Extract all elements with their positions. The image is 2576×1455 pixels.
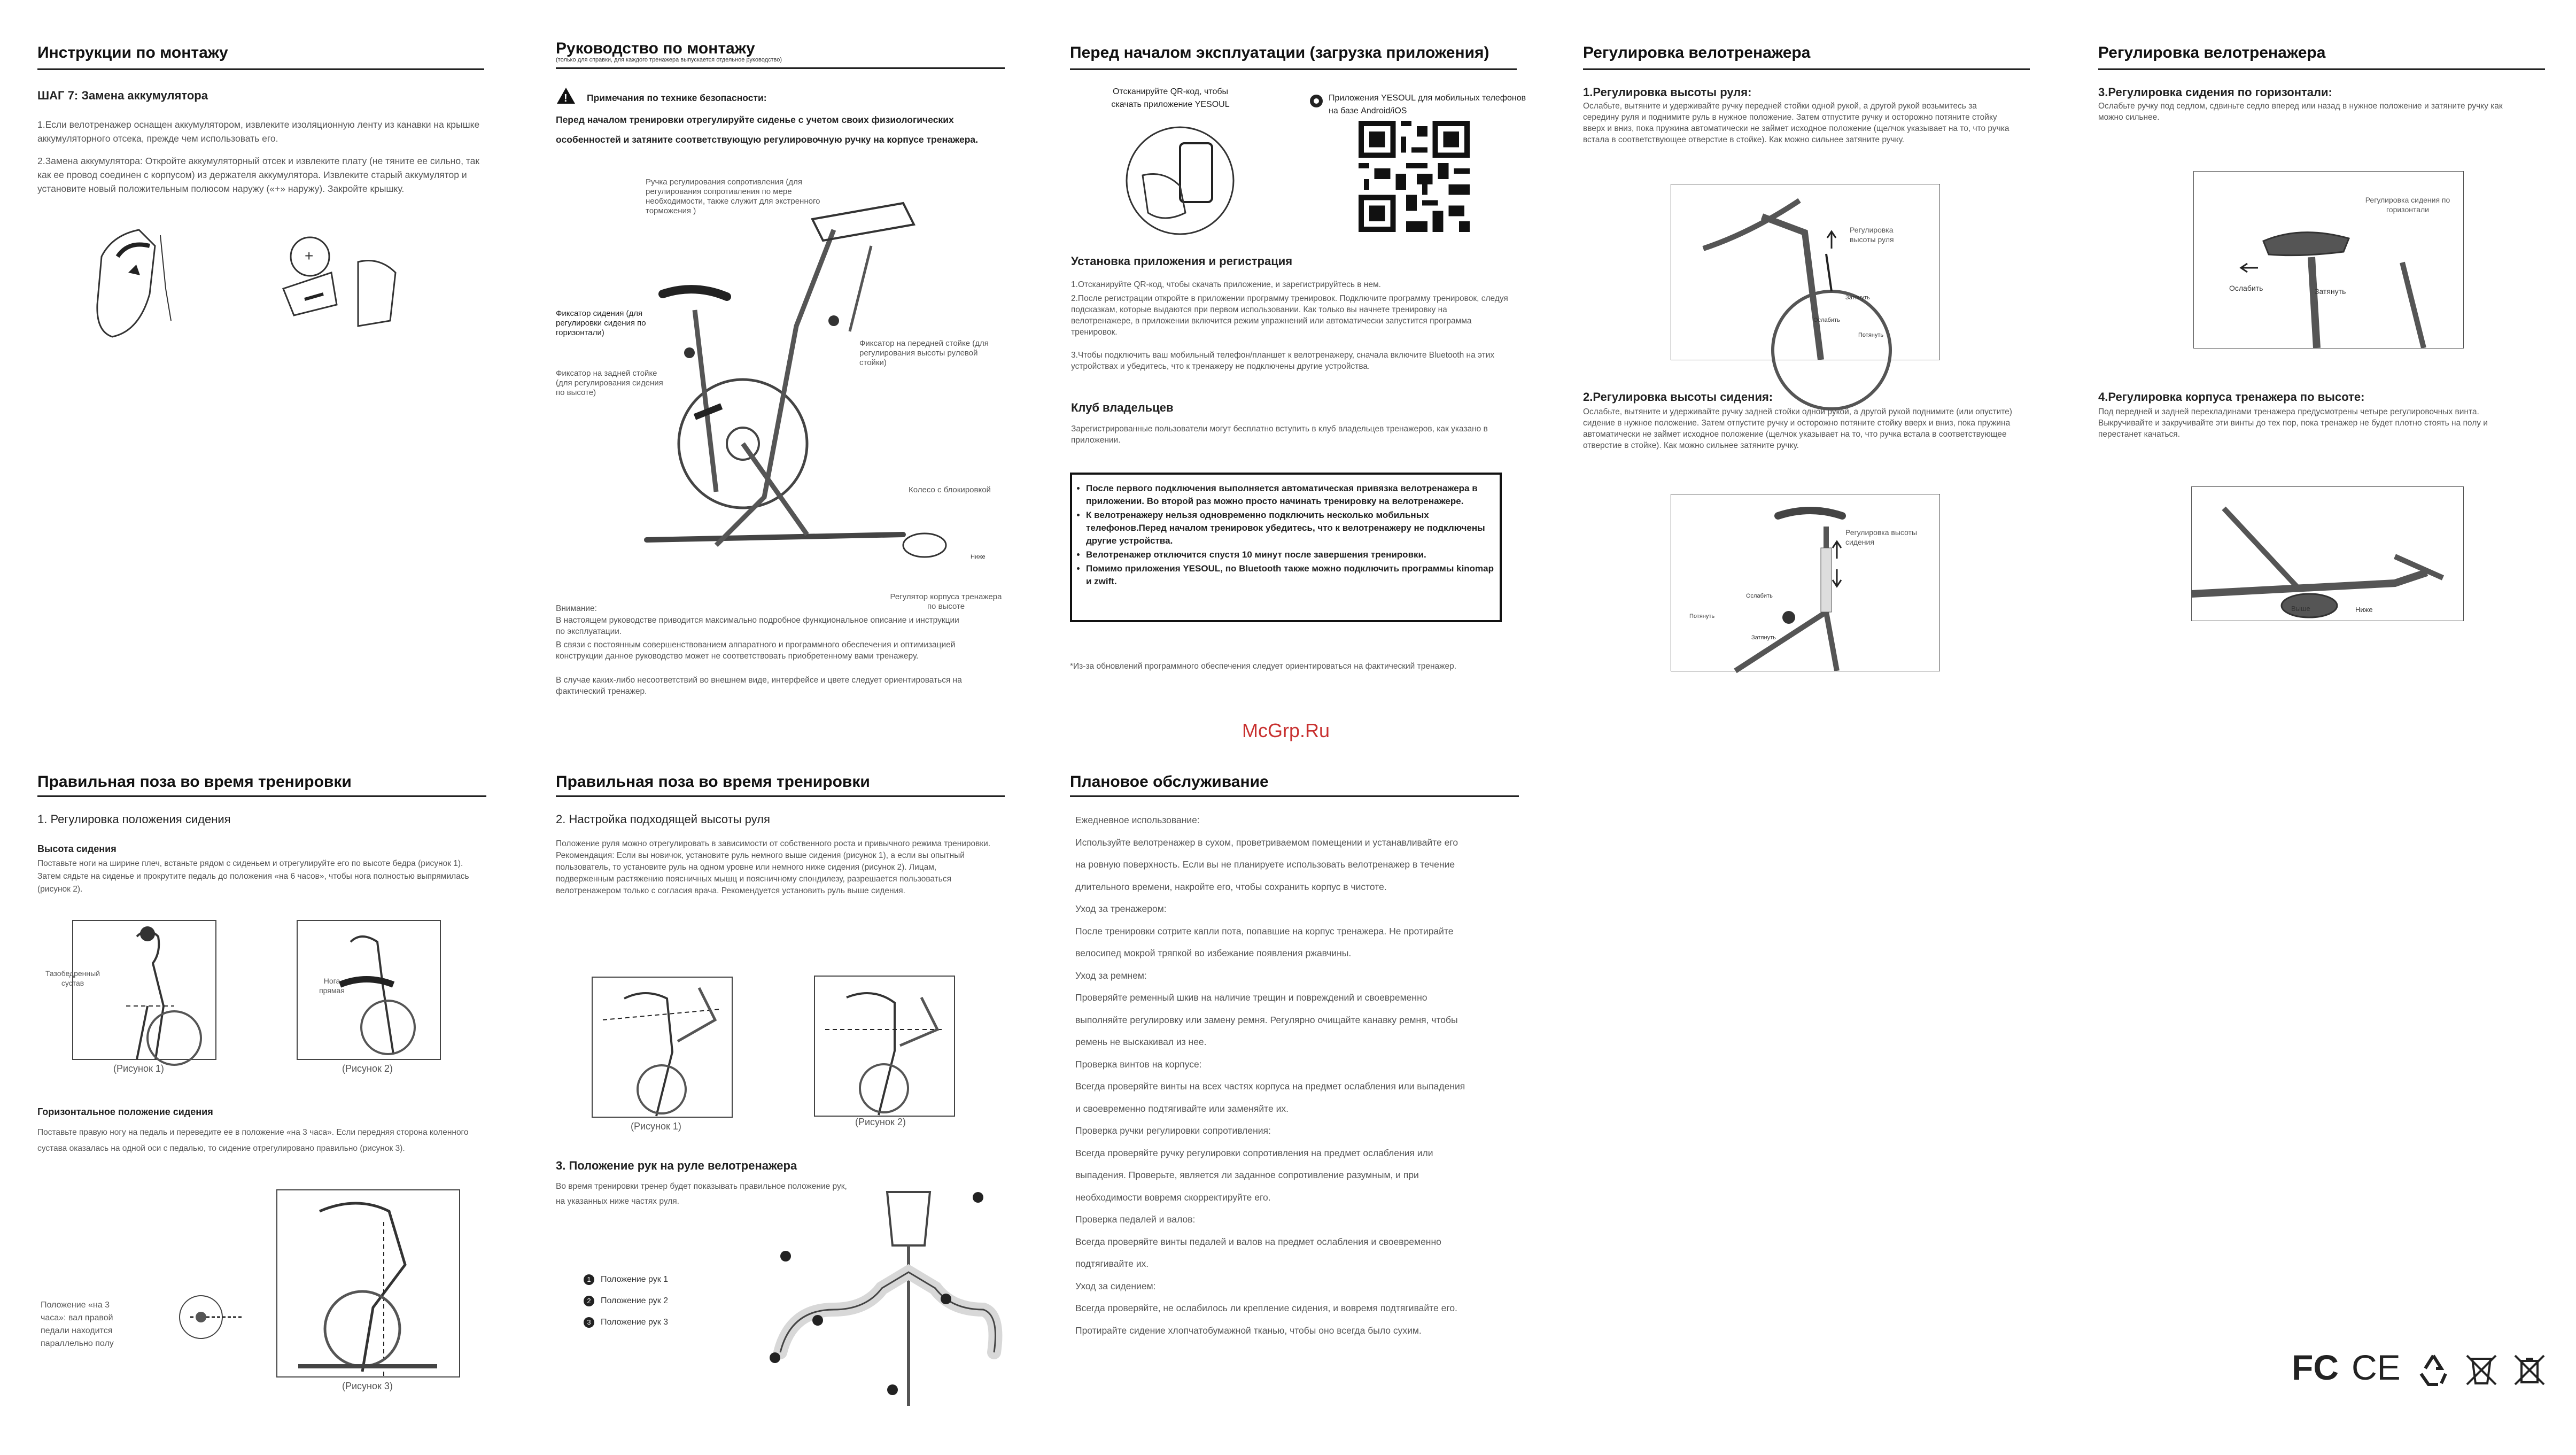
safety-text: Перед началом тренировки отрегулируйте сиденье с учетом своих физиологических особенностей и затяните соответствующую регулировочную ручку на корпусе тренажера. (556, 114, 978, 145)
s1-text: Ослабьте, вытяните и удерживайте ручку передней стойки одной рукой, а другой рукой возьмитесь за середину руля и поднимите руль в нужное положение. Затем отпустите ручку и осторожно потяните стойку вверх и вниз, пока пружина автоматически не займет исходное положение (щелчок указывает на то, что ручка встала в соответствующее отверстие в стойке). Как можно сильнее затяните ручку. (1583, 102, 2009, 144)
s3-title: 3.Регулировка сидения по горизонтали: (2098, 86, 2332, 99)
seat-height-figure (1671, 494, 1940, 671)
maintenance-line: Всегда проверяйте винты на всех частях корпуса на предмет ослабления или выпадения (1075, 1081, 1465, 1092)
pedal-3-oclock-detail (169, 1293, 254, 1341)
maintenance-line: выполняйте регулировку или замену ремня. Регулярно очищайте канавку ремня, чтобы (1075, 1014, 1458, 1025)
hand-position-2-label: Положение рук 2 (601, 1296, 669, 1306)
label-lower: Ниже (971, 554, 986, 560)
s4-higher: Выше (2291, 605, 2310, 613)
hand-position-1 (584, 1274, 668, 1285)
seat-horizontal-text: Поставьте правую ногу на педаль и переведите ее в положение «на 3 часа». Если передняя сторона коленного сустава оказалась на одной оси с педалью, то сидение отрегулировано правильно (рисунок 3). (37, 1128, 469, 1153)
maintenance-line: подтягивайте их. (1075, 1258, 1149, 1269)
col2-subtitle: (только для справки, для каждого тренажера выпускается отдельное руководство) (556, 57, 782, 63)
col8-title: Плановое обслуживание (1070, 773, 1269, 791)
label-level-adjuster: Регулятор корпуса тренажера по высоте (890, 592, 1002, 611)
s3-loosen: Ослабить (2229, 284, 2263, 292)
watermark: McGrp.Ru (1242, 719, 1330, 741)
maintenance-line: Проверка винтов на корпусе: (1075, 1058, 1202, 1070)
col1-rule (37, 68, 484, 70)
notice-item: • После первого подключения выполняется автоматическая привязка велотренажера в приложении. Во второй раз можно просто начинать тренировку на велотренажере. (1086, 482, 1500, 508)
seat-horizontal-figure (2193, 171, 2464, 349)
install-step-3: 3.Чтобы подключить ваш мобильный телефон/планшет к велотренажеру, сначала включите Bluetooth на этих устройствах и убедитесь, что к тренажеру не подключены другие устройства. (1071, 351, 1495, 371)
maintenance-line: После тренировки сотрите капли пота, попавшие на корпус тренажера. Не протирайте (1075, 925, 1454, 937)
col7-title: Правильная поза во время тренировки (556, 773, 870, 791)
hand-position-3-label: Положение рук 3 (601, 1318, 669, 1327)
qr-code (1359, 121, 1470, 232)
maintenance-line: выпадения. Проверьте, является ли заданное сопротивление разумным, и при (1075, 1170, 1419, 1180)
s3-label: Регулировка сидения по горизонтали (2365, 196, 2450, 214)
col7-section-2: 2. Настройка подходящей высоты руля (556, 812, 770, 826)
number-1-badge: 1 (584, 1274, 594, 1285)
col7-section-3: 3. Положение рук на руле велотренажера (556, 1159, 797, 1172)
handlebar-height-figure (1671, 184, 1940, 360)
maintenance-line: длительного времени, накройте его, чтобы сохранить корпус в чистоте. (1075, 881, 1387, 892)
col1-para-1: 1.Если велотренажер оснащен аккумулятором, извлеките изоляционную ленту из канавки на крышке аккумуляторного отсека, прежде чем использовать его. (37, 119, 480, 144)
notice-item: • К велотренажеру нельзя одновременно подключить несколько мобильных телефонов.Перед началом тренировок убедитесь, что к велотренажеру не подключены другие устройства. (1086, 509, 1500, 547)
s2-pull: Потянуть (1689, 613, 1715, 620)
col6-section-1: 1. Регулировка положения сидения (37, 812, 231, 826)
notice-box (1070, 473, 1502, 622)
hand-position-1-label: Положение рук 1 (601, 1275, 669, 1284)
maintenance-line: Уход за тренажером: (1075, 903, 1167, 914)
s4-title: 4.Регулировка корпуса тренажера по высоте: (2098, 390, 2365, 404)
hand-position-2 (584, 1296, 668, 1306)
maintenance-line: Ежедневное использование: (1075, 815, 1200, 825)
maintenance-line: и своевременно подтягивайте или заменяйте их. (1075, 1103, 1289, 1114)
notice-item: • Помимо приложения YESOUL, по Bluetooth также можно подключить программы kinomap и zwift. (1086, 562, 1500, 588)
hip-joint-label: Тазобедренный сустав (45, 969, 100, 987)
handlebar-figure-2-caption: (Рисунок 2) (855, 1117, 906, 1127)
s1-title: 1.Регулировка высоты руля: (1583, 86, 1752, 99)
maintenance-line: Протирайте сидение хлопчатобумажной тканью, чтобы оно всегда было сухим. (1075, 1325, 1422, 1336)
col1-step-title: ШАГ 7: Замена аккумулятора (37, 89, 208, 102)
figure-3-illustration (277, 1190, 461, 1378)
handlebar-figure-1 (592, 977, 733, 1118)
figure-2-caption: (Рисунок 2) (342, 1063, 393, 1074)
install-step-2: 2.После регистрации откройте в приложении программу тренировок. Подключите программу тренировок, следуя подсказкам, которые выдаются при первом использовании. Как только вы начнете тренировку на велотренажере, в приложении включится режим упражнений или автоматически запустится программа тренировок. (1071, 294, 1508, 337)
battery-replace-illustration (273, 225, 406, 331)
handlebar-height-text: Положение руля можно отрегулировать в зависимости от собственного роста и привычного режима тренировки. Рекомендация: Если вы новичок, установите руль немного выше сидения (рисунок 1), а если вы опытный пользователь, то установите руль на одном уровне или немного ниже сидения (рисунок 2). Лицам, подверженным растяжению поясничных мышц и поясничному спондилезу, разрешается пользоваться велотренажером только с согласия врача. Рекомендуется установить руль выше сидения. (556, 839, 991, 895)
col4-title: Регулировка велотренажера (1583, 44, 1811, 61)
seat-height-subtitle: Высота сидения (37, 843, 117, 854)
footnote: *Из-за обновлений программного обеспечения следует ориентироваться на фактический тренажер. (1070, 662, 1457, 671)
hand-position-text: Во время тренировки тренер будет показывать правильное положение рук, на указанных ниже частях руля. (556, 1182, 847, 1206)
label-resistance-knob: Ручка регулирования сопротивления (для регулирования сопротивления по мере необходимости, также служит для экстренного торможения ) (646, 177, 820, 215)
handlebar-figure-1-caption: (Рисунок 1) (631, 1121, 681, 1132)
notice-item: • Велотренажер отключится спустя 10 минут после завершения тренировки. (1086, 548, 1500, 561)
label-locking-wheel: Колесо с блокировкой (909, 485, 991, 494)
label-rear-post: Фиксатор на задней стойке (для регулирования сидения по высоте) (556, 369, 663, 397)
col3-title: Перед началом эксплуатации (загрузка приложения) (1070, 44, 1489, 61)
s2-title: 2.Регулировка высоты сидения: (1583, 390, 1773, 404)
s3-text: Ослабьте ручку под седлом, сдвиньте седло вперед или назад в нужное положение и затяните ручку как можно сильнее. (2098, 102, 2503, 122)
maintenance-line: Всегда проверяйте ручку регулировки сопротивления на предмет ослабления или (1075, 1147, 1433, 1158)
label-front-post: Фиксатор на передней стойке (для регулирования высоты рулевой стойки) (859, 339, 989, 367)
note-line-3: В случае каких-либо несоответствий во внешнем виде, интерфейсе и цвете следует ориентироваться на фактический тренажер. (556, 676, 962, 696)
svg-text:+: + (305, 247, 314, 264)
maintenance-line: на ровную поверхность. Если вы не планируете использовать велотренажер в течение (1075, 859, 1455, 870)
s1-tighten: Затянуть (1845, 295, 1870, 301)
install-title: Установка приложения и регистрация (1071, 254, 1293, 268)
apps-caption: Приложения YESOUL для мобильных телефонов на базе Android/iOS (1329, 94, 1526, 115)
maintenance-line: Проверяйте ременный шкив на наличие трещин и повреждений и своевременно (1075, 992, 1427, 1003)
s3-tighten: Затянуть (2315, 287, 2346, 296)
maintenance-line: Уход за сидением: (1075, 1280, 1156, 1291)
maintenance-line: Используйте велотренажер в сухом, проветриваемом помещении и устанавливайте его (1075, 837, 1458, 848)
maintenance-list (1075, 809, 1514, 1342)
s4-lower: Ниже (2355, 606, 2373, 614)
col2-rule (556, 67, 1005, 69)
app-store-icon (1309, 94, 1323, 108)
maintenance-line: Проверка педалей и валов: (1075, 1214, 1196, 1225)
col1-title: Инструкции по монтажу (37, 44, 228, 61)
s2-label: Регулировка высоты сидения (1845, 528, 1918, 546)
seat-horizontal-subtitle: Горизонтальное положение сидения (37, 1106, 213, 1117)
col1-para-2: 2.Замена аккумулятора: Откройте аккумуляторный отсек и извлеките плату (не тяните ее сильно, так как ее провод соединен с корпусом) из держателя аккумулятора. Извлеките старый аккумулятор и установите новый положительным полюсом наружу («+» наружу). Закройте крышку. (37, 156, 480, 194)
leg-straight-label: Нога прямая (319, 977, 345, 995)
battery-disposal-icon (2512, 1352, 2547, 1388)
recycle-icon (2416, 1352, 2451, 1388)
col5-rule (2098, 68, 2545, 70)
maintenance-line: Проверка ручки регулировки сопротивления: (1075, 1125, 1271, 1136)
install-step-1: 1.Отсканируйте QR-код, чтобы скачать приложение, и зарегистрируйтесь в нем. (1071, 280, 1381, 289)
weee-bin-icon (2464, 1352, 2499, 1388)
maintenance-line: Уход за ремнем: (1075, 970, 1147, 981)
club-text: Зарегистрированные пользователи могут бесплатно вступить в клуб владельцев тренажеров, как указано в приложении. (1071, 424, 1488, 445)
battery-cover-illustration (91, 225, 230, 347)
maintenance-line: велосипед мокрой тряпкой во избежание появления ржавчины. (1075, 948, 1352, 958)
handlebar-grip-diagram (748, 1181, 999, 1406)
col6-title: Правильная поза во время тренировки (37, 773, 352, 791)
maintenance-line: Всегда проверяйте винты педалей и валов на предмет ослабления и своевременно (1075, 1236, 1441, 1247)
phone-scan-illustration (1121, 122, 1239, 239)
s1-label: Регулировка высоты руля (1850, 226, 1894, 244)
col6-rule (37, 795, 486, 797)
safety-heading: Примечания по технике безопасности: (587, 92, 767, 103)
scan-qr-caption: Отсканируйте QR-код, чтобы скачать приложение YESOUL (1111, 87, 1230, 109)
col2-title: Руководство по монтажу (556, 40, 755, 57)
ce-mark: CE (2352, 1348, 2401, 1387)
handlebar-figure-2 (814, 976, 956, 1117)
s4-text: Под передней и задней перекладинами тренажера предусмотрены четыре регулировочных винта. Выкручивайте и закручивайте эти винты до тех пор, пока тренажер не будет плотно стоять на полу и перестанет качаться. (2098, 407, 2488, 439)
number-2-badge: 2 (584, 1296, 594, 1306)
note-line-2: В связи с постоянным совершенствованием аппаратного и программного обеспечения и оптимизацией конструкции данное руководство может не соответствовать приобретенному вами тренажеру. (556, 640, 956, 661)
note-heading: Внимание: (556, 604, 597, 613)
col4-rule (1583, 68, 2030, 70)
hand-position-3 (584, 1317, 668, 1328)
fcc-mark: FC (2292, 1348, 2339, 1387)
maintenance-line: необходимости вовремя скорректируйте его. (1075, 1191, 1271, 1203)
maintenance-line: ремень не выскакивал из нее. (1075, 1036, 1207, 1047)
figure-1-caption: (Рисунок 1) (113, 1063, 164, 1074)
maintenance-line: Всегда проверяйте, не ослабилось ли крепление сидения, и вовремя подтягивайте его. (1075, 1303, 1457, 1313)
s1-loosen: Ослабить (1813, 317, 1840, 323)
label-seat-horizontal: Фиксатор сидения (для регулировки сидения по горизонтали) (556, 309, 646, 337)
col7-rule (556, 795, 1005, 797)
club-title: Клуб владельцев (1071, 401, 1174, 414)
pedal-3-oclock-label: Положение «на 3 часа»: вал правой педали находится параллельно полу (41, 1301, 114, 1348)
s2-loosen: Ослабить (1746, 593, 1773, 599)
figure-1-illustration (73, 920, 217, 1061)
warning-icon (556, 87, 576, 105)
s2-text: Ослабьте, вытяните и удерживайте ручку задней стойки одной рукой, а другой рукой поднимите (или опустите) сидение в нужное положение. Затем отпустите ручку и осторожно потяните стойку вверх и вниз, пока пружина автоматически не займет исходное положение (щелчок указывает на то, что ручка встала в соответствующее отверстие в стойке). Как можно сильнее затяните ручку. (1583, 407, 2012, 450)
col3-rule (1070, 68, 1517, 70)
s2-tighten: Затянуть (1751, 634, 1776, 641)
s1-pull: Потянуть (1858, 332, 1884, 338)
col8-rule (1070, 795, 1519, 797)
svg-text:!: ! (564, 92, 568, 104)
note-line-1: В настоящем руководстве приводится максимально подробное функциональное описание и инструкции по эксплуатации. (556, 616, 959, 636)
figure-3-caption: (Рисунок 3) (342, 1381, 393, 1391)
seat-height-text: Поставьте ноги на ширине плеч, встаньте рядом с сиденьем и отрегулируйте его по высоте бедра (рисунок 1). Затем сядьте на сиденье и прокрутите педаль до положения «на 6 часов», чтобы нога полностью выпрямилась (рисунок 2). (37, 859, 469, 894)
number-3-badge: 3 (584, 1317, 594, 1328)
frame-level-figure (2191, 486, 2464, 621)
col5-title: Регулировка велотренажера (2098, 44, 2326, 61)
